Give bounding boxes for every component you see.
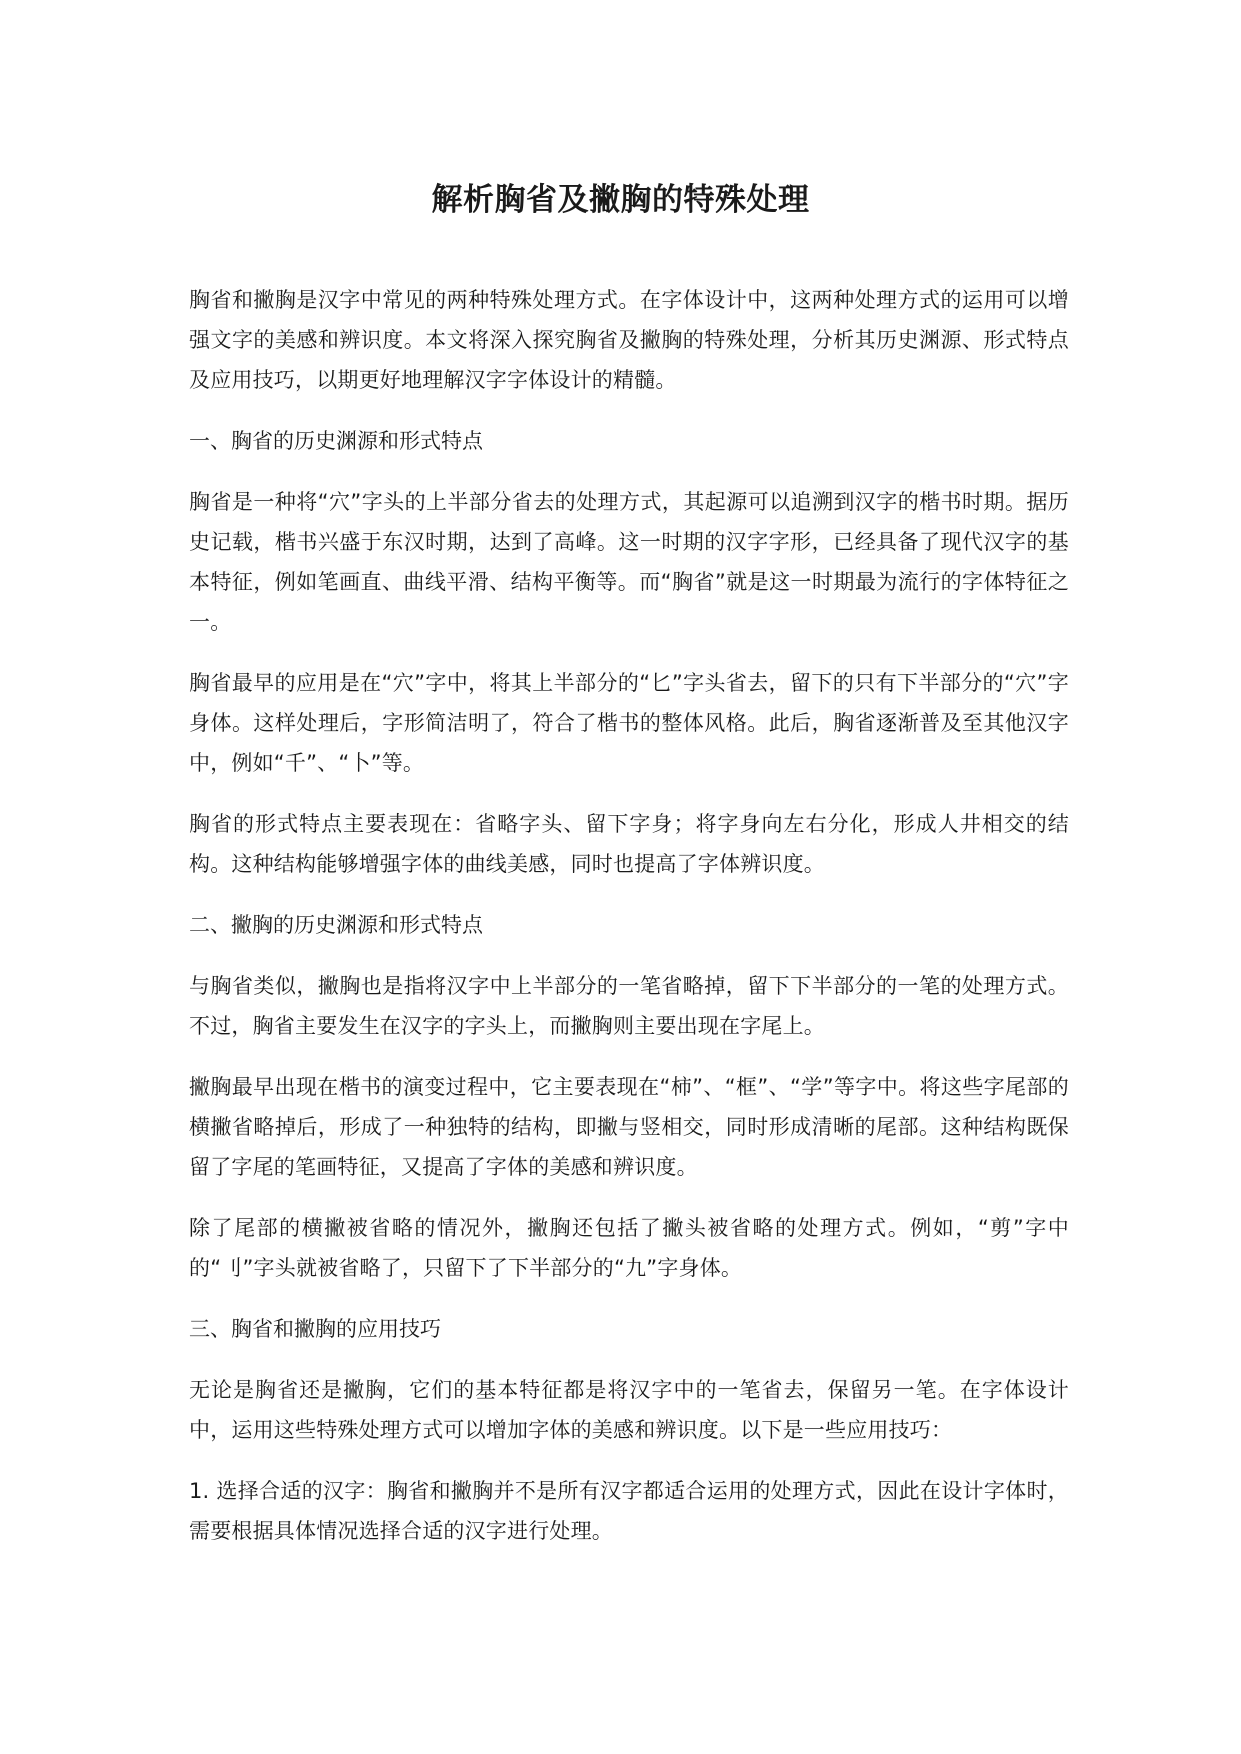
- body-paragraph: 撇胸最早出现在楷书的演变过程中，它主要表现在“柿”、“框”、“学”等字中。将这些字尾部的横撇省略掉后，形成了一种独特的结构，即撇与竖相交，同时形成清晰的尾部。这种结构既保留了字尾的笔画特征，又提高了字体的美感和辨识度。: [189, 1075, 1069, 1179]
- body-paragraph: 胸省最早的应用是在“穴”字中，将其上半部分的“匕”字头省去，留下的只有下半部分的“穴”字身体。这样处理后，字形简洁明了，符合了楷书的整体风格。此后，胸省逐渐普及至其他汉字中，例如“千”、“卜”等。: [189, 671, 1069, 775]
- section-heading-1: 一、胸省的历史渊源和形式特点: [189, 429, 483, 453]
- document-body: [189, 280, 1069, 1572]
- body-paragraph: 胸省的形式特点主要表现在：省略字头、留下字身；将字身向左右分化，形成人井相交的结构。这种结构能够增强字体的曲线美感，同时也提高了字体辨识度。: [189, 812, 1069, 876]
- body-paragraph: 与胸省类似，撇胸也是指将汉字中上半部分的一笔省略掉，留下下半部分的一笔的处理方式。不过，胸省主要发生在汉字的字头上，而撇胸则主要出现在字尾上。: [189, 974, 1069, 1038]
- body-paragraph: 无论是胸省还是撇胸，它们的基本特征都是将汉字中的一笔省去，保留另一笔。在字体设计中，运用这些特殊处理方式可以增加字体的美感和辨识度。以下是一些应用技巧：: [189, 1378, 1069, 1442]
- body-paragraph: 除了尾部的横撇被省略的情况外，撇胸还包括了撇头被省略的处理方式。例如，“剪”字中的“刂”字头就被省略了，只留下了下半部分的“九”字身体。: [189, 1216, 1069, 1280]
- intro-paragraph: 胸省和撇胸是汉字中常见的两种特殊处理方式。在字体设计中，这两种处理方式的运用可以增强文字的美感和辨识度。本文将深入探究胸省及撇胸的特殊处理，分析其历史渊源、形式特点及应用技巧，以期更好地理解汉字字体设计的精髓。: [189, 288, 1069, 392]
- section-heading-2: 二、撇胸的历史渊源和形式特点: [189, 913, 483, 937]
- document-title: 解析胸省及撇胸的特殊处理: [431, 182, 810, 218]
- list-item: 1. 选择合适的汉字：胸省和撇胸并不是所有汉字都适合运用的处理方式，因此在设计字体时，需要根据具体情况选择合适的汉字进行处理。: [189, 1479, 1069, 1543]
- body-paragraph: 胸省是一种将“穴”字头的上半部分省去的处理方式，其起源可以追溯到汉字的楷书时期。据历史记载，楷书兴盛于东汉时期，达到了高峰。这一时期的汉字字形，已经具备了现代汉字的基本特征，例如笔画直、曲线平滑、结构平衡等。而“胸省”就是这一时期最为流行的字体特征之一。: [189, 490, 1069, 634]
- section-heading-3: 三、胸省和撇胸的应用技巧: [189, 1317, 441, 1341]
